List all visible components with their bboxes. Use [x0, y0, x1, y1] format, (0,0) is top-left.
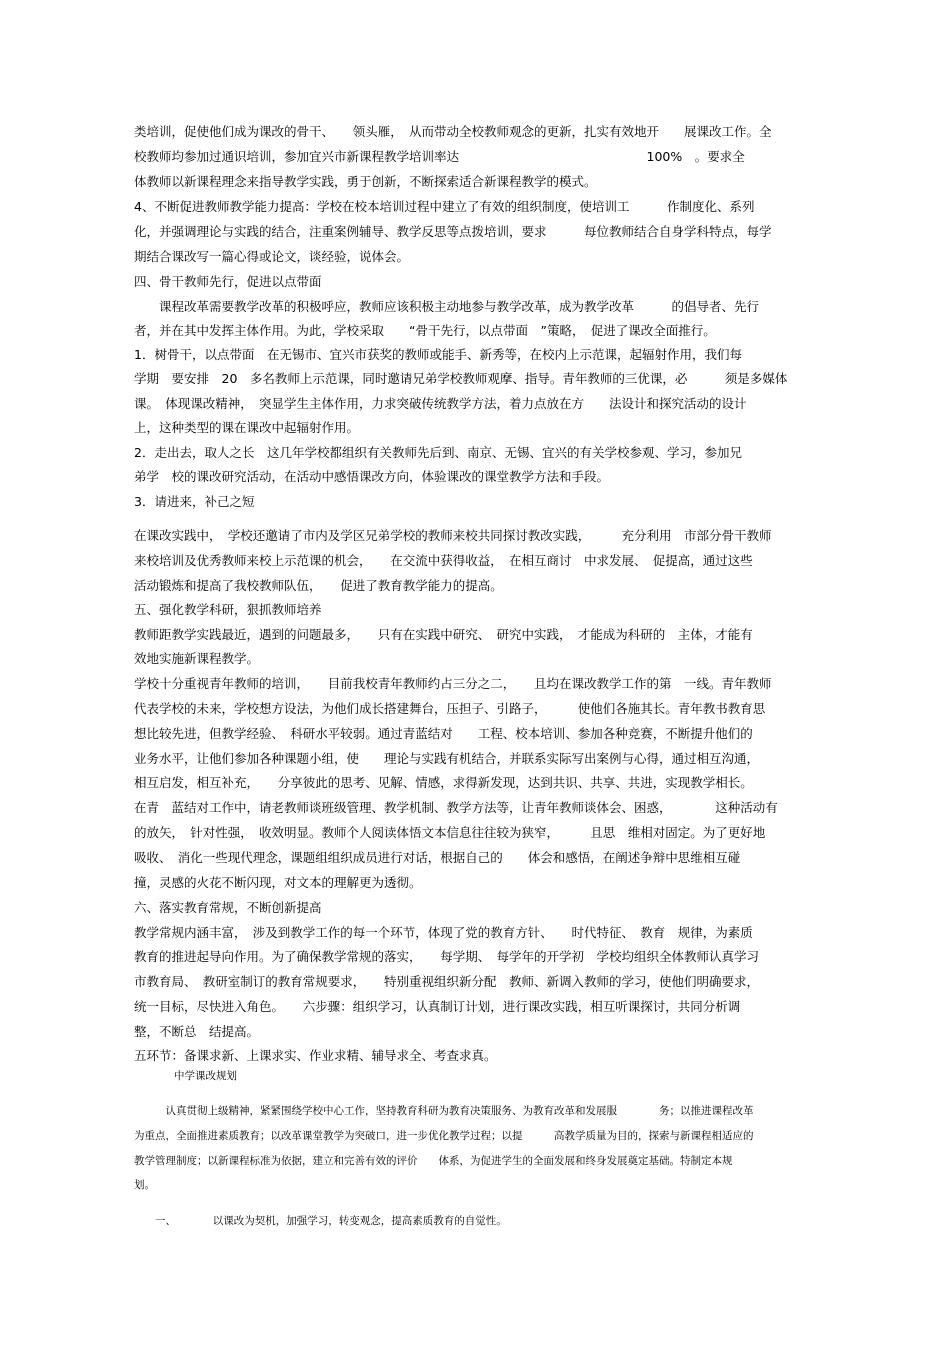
text-line: 在课改实践中， 学校还邀请了市内及学区兄弟学校的教师来校共同探讨教改实践， 充分利用 市部分骨干教师	[134, 528, 772, 543]
text-line: 统一目标，尽快进入角色。 六步骤：组织学习，认真制订计划，进行课改实践，相互听课探讨，共同分析调	[134, 999, 741, 1014]
text-line: 整，不断总 结提高。	[134, 1024, 260, 1039]
plan-line: 认真贯彻上级精神，紧紧围绕学校中心工作，坚持教育科研为教育决策服务、为教育改革和发展服 务；以推进课程改革	[134, 1105, 754, 1117]
text-line: 活动锻炼和提高了我校教师队伍， 促进了教育教学能力的提高。	[134, 578, 503, 593]
section-heading: 五、强化教学科研，狠抓教师培养	[134, 602, 322, 617]
text-line: 撞，灵感的火花不断闪现，对文本的理解更为透彻。	[134, 875, 422, 890]
text-line: 的放矢， 针对性强， 收效明显。教师个人阅读体悟文本信息往往较为狭窄， 且思 维相对固定。为了更好地	[134, 825, 766, 840]
text-line: 教师距教学实践最近，遇到的问题最多， 只有在实践中研究、 研究中实践， 才能成为科研的 主体，才能有	[134, 627, 753, 642]
text-line: 在青 蓝结对工作中，请老教师谈班级管理、教学机制、教学方法等，让青年教师谈体会、困惑， 这种活动有	[134, 800, 778, 815]
text-line: 业务水平，让他们参加各种课题小组，使 理论与实践有机结合，并联系实际写出案例与心得，通过相互沟通，	[134, 751, 760, 766]
text-line: 吸收、 消化一些现代理念，课题组组织成员进行对话，根据自己的 体会和感悟，在阐述争辩中思维相互碰	[134, 850, 741, 865]
plan-item: 一、 以课改为契机，加强学习，转变观念，提高素质教育的自觉性。	[134, 1215, 507, 1227]
text-line: 2．走出去，取人之长 这几年学校都组织有关教师先后到、南京、无锡、宜兴的有关学校参观、学习，参加兄	[134, 445, 742, 460]
text-line: 课。 体现课改精神， 突显学生主体作用，力求突破传统教学方法，着力点放在方 法设计和探究活动的设计	[134, 396, 747, 411]
text-line: 体教师以新课程理念来指导教学实践，勇于创新，不断探索适合新课程教学的模式。	[134, 174, 597, 189]
text-line: 校教师均参加过通识培训，参加宜兴市新课程教学培训率达 100% 。要求全	[134, 149, 745, 164]
text-line: 类培训，促使他们成为课改的骨干、 领头雁， 从而带动全校教师观念的更新，扎实有效地开 展课改工作。全	[134, 124, 772, 139]
text-line: 代表学校的未来，学校想方设法，为他们成长搭建舞台，压担子、引路子， 使他们各施其长。青年教书教育思	[134, 701, 766, 716]
section-heading: 六、落实教育常规，不断创新提高	[134, 900, 322, 915]
text-line: 来校培训及优秀教师来校上示范课的机会， 在交流中获得收益， 在相互商讨 中求发展、 促提高，通过这些	[134, 553, 753, 568]
text-line: 教育的推进起导向作用。为了确保教学常规的落实， 每学期、 每学年的开学初 学校均组织全体教师认真学习	[134, 949, 760, 964]
plan-line: 教学管理制度；以新课程标准为依据，建立和完善有效的评价 体系，为促进学生的全面发展和终身发展奠定基础。特制定本规	[134, 1155, 733, 1167]
text-line: 上，这种类型的课在课改中起辐射作用。	[134, 420, 360, 435]
text-line: 期结合课改写一篇心得或论文，谈经验，说体会。	[134, 249, 410, 264]
text-line: 想比较先进，但教学经验、 科研水平较弱。通过青蓝结对 工程、校本培训、参加各种竞赛，不断提升他们的	[134, 726, 753, 741]
text-line: 市教育局、 教研室制订的教育常规要求， 特别重视组织新分配 教师、新调入教师的学习，使他们明确要求，	[134, 974, 760, 989]
text-line: 课程改革需要教学改革的积极呼应，教师应该积极主动地参与教学改革，成为教学改革 的倡导者、先行	[134, 299, 760, 314]
text-line: 学校十分重视青年教师的培训， 目前我校青年教师约占三分之二， 且均在课改教学工作的第 一线。青年教师	[134, 676, 772, 691]
plan-line: 划。	[134, 1179, 155, 1191]
text-line: 五环节：备课求新、上课求实、作业求精、辅导求全、考查求真。	[134, 1048, 497, 1063]
text-line: 学期 要安排 20 多名教师上示范课，同时邀请兄弟学校教师观摩、指导。青年教师的三优课，必 须是多媒体	[134, 371, 788, 386]
text-line: 教学常规内涵丰富， 涉及到教学工作的每一个环节，体现了党的教育方针、 时代特征、 教育 规律，为素质	[134, 925, 753, 940]
text-line: 弟学 校的课改研究活动，在活动中感悟课改方向，体验课改的课堂教学方法和手段。	[134, 469, 610, 484]
text-line: 相互启发，相互补充， 分享彼此的思考、见解、情感，求得新发现，达到共识、共享、共进，实现教学相长。	[134, 775, 753, 790]
section-heading: 四、骨干教师先行，促进以点带面	[134, 274, 322, 289]
text-line: 效地实施新课程教学。	[134, 651, 260, 666]
plan-line: 为重点，全面推进素质教育；以改革课堂教学为突破口，进一步优化教学过程；以提 高教学质量为目的，探索与新课程相适应的	[134, 1130, 754, 1142]
text-line: 1．树骨干，以点带面 在无锡市、宜兴市获奖的教师或能手、新秀等，在校内上示范课，起辐射作用，我们每	[134, 347, 742, 362]
text-line: 化，并强调理论与实践的结合，注重案例辅导、教学反思等点拨培训，要求 每位教师结合自身学科特点，每学	[134, 224, 772, 239]
text-line: 者，并在其中发挥主体作用。为此，学校采取 “骨干先行，以点带面 ”策略， 促进了课改全面推行。	[134, 323, 716, 338]
text-line: 3．请进来，补己之短	[134, 494, 255, 509]
text-line: 4、不断促进教师教学能力提高：学校在校本培训过程中建立了有效的组织制度，使培训工 作制度化、系列	[134, 199, 755, 214]
plan-title: 中学课改规划	[174, 1070, 237, 1082]
